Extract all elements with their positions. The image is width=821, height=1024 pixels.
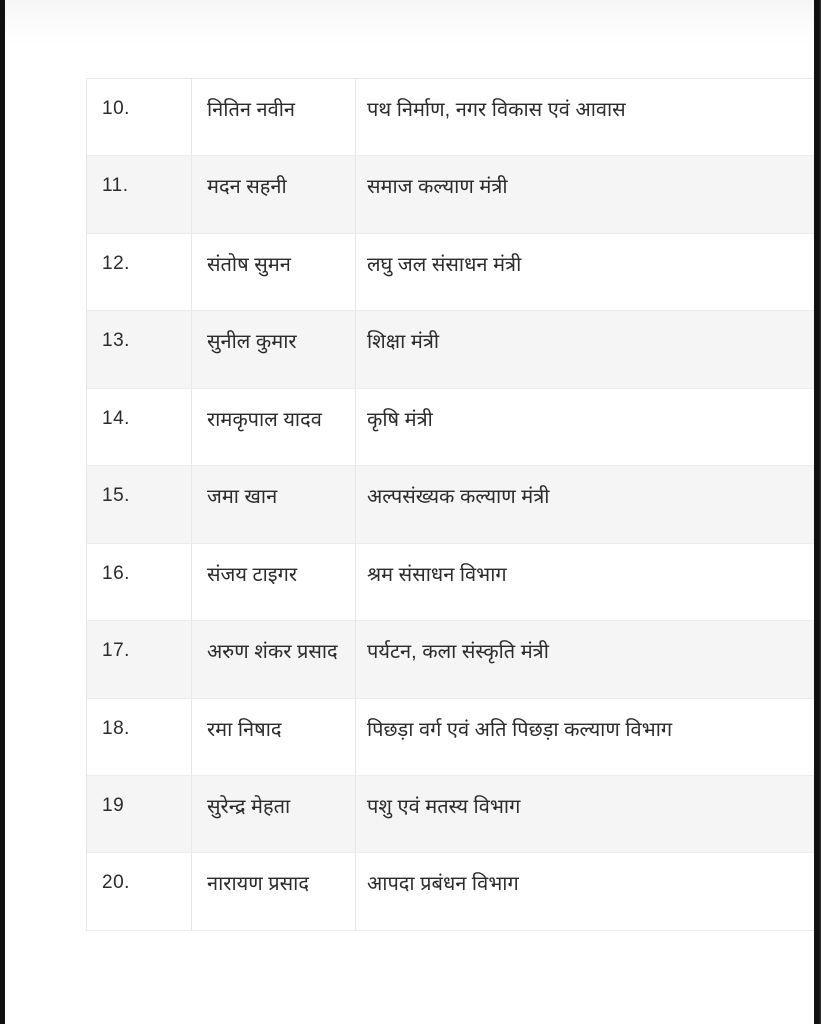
portfolio: कृषि मंत्री [367, 408, 433, 431]
table-row [87, 79, 814, 156]
serial-number: 12. [102, 252, 130, 274]
minister-name-cell [192, 853, 356, 929]
minister-name-cell [192, 79, 356, 155]
portfolio: श्रम संसाधन विभाग [367, 563, 507, 586]
serial-number: 10. [102, 98, 130, 119]
minister-name: नारायण प्रसाद [207, 873, 309, 896]
minister-name: संजय टाइगर [207, 563, 298, 586]
serial-number-cell [87, 466, 192, 542]
portfolio-cell [356, 466, 814, 542]
serial-number: 16. [102, 562, 130, 584]
minister-name-cell [192, 699, 356, 775]
portfolio: आपदा प्रबंधन विभाग [367, 873, 519, 896]
table-row [87, 699, 814, 776]
serial-number-cell [87, 621, 192, 697]
minister-name: रमा निषाद [207, 718, 282, 741]
portfolio-cell [356, 699, 814, 775]
minister-name-cell [192, 311, 356, 387]
portfolio-cell [356, 156, 814, 232]
ministers-table-body [87, 79, 814, 931]
serial-number-cell [87, 156, 192, 232]
portfolio-cell [356, 389, 814, 465]
table-row [87, 311, 814, 388]
serial-number-cell [87, 234, 192, 310]
serial-number-cell [87, 853, 192, 929]
ministers-table [86, 78, 814, 931]
serial-number: 15. [102, 485, 130, 507]
portfolio-cell [356, 544, 814, 620]
serial-number-cell [87, 79, 192, 155]
portfolio: पिछड़ा वर्ग एवं अति पिछड़ा कल्याण विभाग [367, 718, 673, 741]
portfolio: पथ निर्माण, नगर विकास एवं आवास [367, 99, 626, 121]
left-edge-bar [0, 0, 5, 1024]
portfolio: अल्पसंख्यक कल्याण मंत्री [367, 486, 550, 509]
minister-name: सुनील कुमार [207, 331, 297, 354]
minister-name: संतोष सुमन [207, 253, 291, 276]
portfolio: समाज कल्याण मंत्री [367, 176, 508, 199]
minister-name: रामकृपाल यादव [207, 408, 322, 431]
serial-number-cell [87, 699, 192, 775]
serial-number: 14. [102, 407, 130, 429]
table-row [87, 776, 814, 853]
portfolio-cell [356, 776, 814, 852]
minister-name-cell [192, 466, 356, 542]
minister-name-cell [192, 234, 356, 310]
serial-number-cell [87, 389, 192, 465]
serial-number-cell [87, 311, 192, 387]
minister-name: जमा खान [207, 486, 278, 509]
serial-number: 17. [102, 640, 130, 662]
minister-name-cell [192, 389, 356, 465]
table-row [87, 466, 814, 543]
table-row [87, 156, 814, 233]
table-row [87, 234, 814, 311]
right-edge-bar [814, 0, 821, 1024]
table-row [87, 389, 814, 466]
portfolio-cell [356, 234, 814, 310]
table-row [87, 853, 814, 930]
portfolio-cell [356, 621, 814, 697]
portfolio-cell [356, 853, 814, 929]
table-row [87, 544, 814, 621]
portfolio: पर्यटन, कला संस्कृति मंत्री [367, 641, 549, 664]
minister-name: अरुण शंकर प्रसाद [207, 641, 338, 664]
top-fade [5, 0, 814, 46]
serial-number-cell [87, 776, 192, 852]
serial-number-cell [87, 544, 192, 620]
minister-name-cell [192, 621, 356, 697]
minister-name: सुरेन्द्र मेहता [207, 795, 291, 818]
serial-number: 20. [102, 872, 130, 894]
serial-number: 18. [102, 717, 130, 739]
portfolio: शिक्षा मंत्री [367, 331, 440, 354]
minister-name: मदन सहनी [207, 176, 287, 199]
serial-number: 13. [102, 330, 130, 352]
portfolio: पशु एवं मतस्य विभाग [367, 795, 521, 818]
minister-name-cell [192, 544, 356, 620]
serial-number: 19 [102, 794, 125, 816]
serial-number: 11. [102, 175, 129, 197]
portfolio: लघु जल संसाधन मंत्री [367, 253, 522, 276]
minister-name-cell [192, 156, 356, 232]
portfolio-cell [356, 311, 814, 387]
minister-name-cell [192, 776, 356, 852]
minister-name: नितिन नवीन [207, 99, 296, 121]
portfolio-cell [356, 79, 814, 155]
table-row [87, 621, 814, 698]
